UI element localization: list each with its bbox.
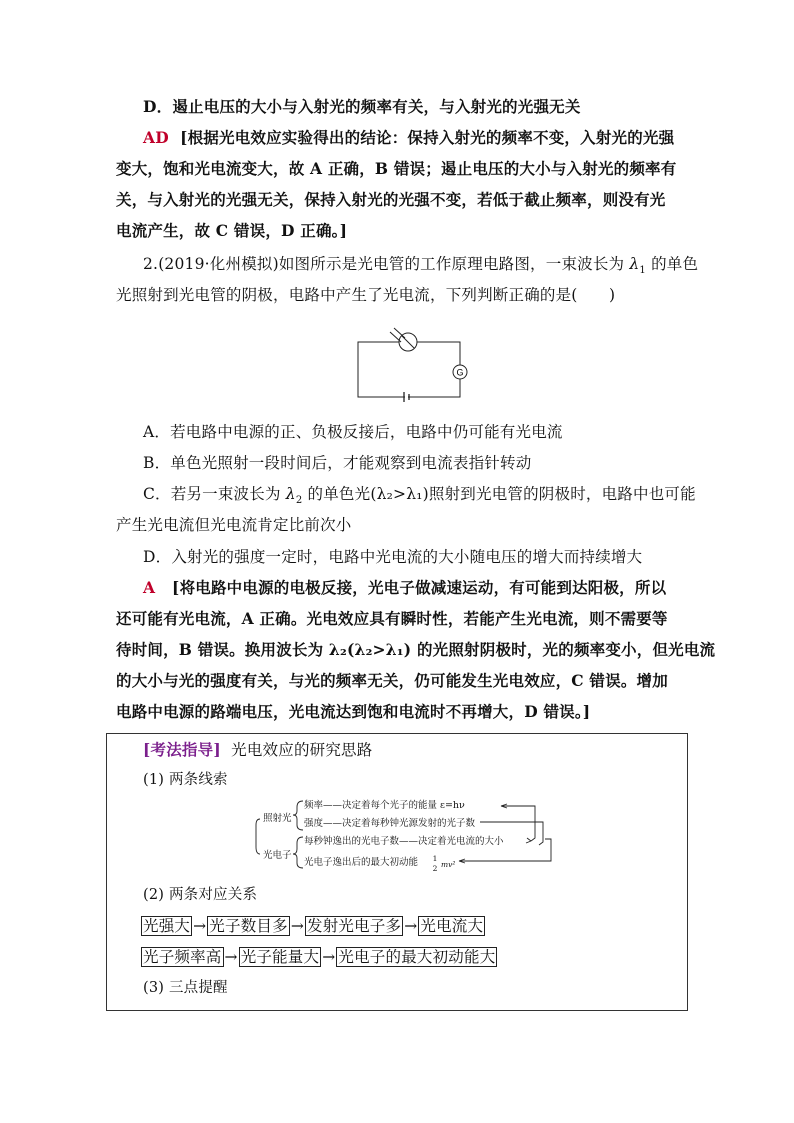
- q1-answer-label: AD: [143, 128, 169, 147]
- lambda-symbol: λ: [285, 485, 296, 503]
- fraction-denominator: 2: [432, 864, 438, 873]
- q2-option-d: D．入射光的强度一定时，电路中光电流的大小随电压的增大而持续增大: [143, 548, 643, 566]
- fraction-tail: mv²: [441, 860, 456, 869]
- chain1-item: 发射光电子多: [307, 917, 402, 935]
- q2-explanation-line5: 电路中电源的路端电压，光电流达到饱和电流时不再增大，D 错误。]: [116, 702, 591, 721]
- q2-explanation-line1: [将电路中电源的电极反接，光电子做减速运动，有可能到达阳极，所以: [172, 578, 667, 597]
- fraction-numerator: 1: [432, 854, 438, 863]
- q2-option-c-text-b: 的单色光(: [302, 485, 377, 503]
- guide-heading: [143, 740, 372, 760]
- q2-option-b: B．单色光照射一段时间后，才能观察到电流表指针转动: [143, 454, 532, 472]
- q1-explanation-line2: 变大，饱和光电流变大，故 A 正确，B 错误；遏止电压的大小与入射光的频率有: [116, 159, 677, 178]
- q1-explanation-line3: 关，与入射光的光强无关，保持入射光的光强不变，若低于截止频率，则没有光: [116, 190, 666, 209]
- phototube-circuit-diagram: [350, 322, 470, 412]
- two-clues-diagram: [255, 797, 560, 875]
- q2-option-c-line2: 产生光电流但光电流肯定比前次小: [116, 516, 352, 534]
- q2-explanation-line3: [116, 640, 715, 660]
- q2-explanation-line4: 的大小与光的强度有关，与光的频率无关，仍可能发生光电效应，C 错误。增加: [116, 671, 668, 690]
- q1-option-d: D．遏止电压的大小与入射光的频率有关，与入射光的光强无关: [143, 97, 581, 116]
- q2-explanation-line3-cond: λ₂(λ₂>λ₁): [328, 640, 412, 659]
- q2-answer-line1: [143, 578, 666, 598]
- q2-stem-text-b: 的单色: [645, 255, 699, 273]
- guide-tag: [考法指导]: [143, 740, 221, 759]
- diagram-row-electron-count: 每秒钟逸出的光电子数——决定着光电流的大小: [304, 836, 504, 847]
- guide-section-3: (3) 三点提醒: [143, 980, 228, 996]
- q2-stem-line1: [143, 254, 698, 281]
- chain2-item: 光子频率高: [143, 948, 222, 966]
- diagram-row-frequency: 频率——决定着每个光子的能量 ε=hν: [304, 800, 465, 811]
- chain1-item: 光强大: [143, 917, 191, 935]
- q1-explanation-line1: [根据光电效应实验得出的结论：保持入射光的频率不变，入射光的光强: [180, 128, 675, 147]
- lambda-subscript: 1: [639, 265, 646, 277]
- q2-option-a: A．若电路中电源的正、负极反接后，电路中仍可能有光电流: [143, 423, 563, 441]
- q2-option-c-condition: λ₂>λ₁: [376, 485, 423, 503]
- arrow-icon: →: [322, 948, 336, 966]
- diagram-arrows: [459, 804, 551, 863]
- q2-answer-label: A: [143, 578, 156, 597]
- q1-answer-line1: [143, 128, 674, 148]
- guide-title: 光电效应的研究思路: [231, 741, 373, 759]
- diagram-row-intensity: 强度——决定着每秒钟光源发射的光子数: [304, 818, 476, 829]
- diagram-label-photoelectron: 光电子: [263, 850, 292, 861]
- q2-explanation-line2: 还可能有光电流，A 正确。光电效应具有瞬时性，若能产生光电流，则不需要等: [116, 609, 668, 628]
- relation-chain-2: [141, 947, 497, 967]
- arrow-icon: →: [404, 917, 418, 935]
- q2-explanation-line3-a: 待时间，B 错误。换用波长为: [116, 640, 329, 659]
- lambda-symbol: λ: [629, 255, 640, 273]
- q2-option-c-text-c: )照射到光电管的阴极时，电路中也可能: [422, 485, 696, 503]
- relation-chain-1: [141, 916, 485, 936]
- q1-explanation-line4: 电流产生，故 C 错误，D 正确。]: [116, 221, 348, 240]
- q2-stem-text-a: 2.(2019·化州模拟)如图所示是光电管的工作原理电路图，一束波长为: [143, 255, 630, 273]
- q2-stem-line2: 光照射到光电管的阴极，电路中产生了光电流，下列判断正确的是( ): [116, 286, 616, 304]
- arrow-icon: →: [290, 917, 304, 935]
- chain2-item: 光子能量大: [240, 948, 320, 966]
- chain2-item: 光电子的最大初动能大: [338, 948, 496, 966]
- guide-section-2: (2) 两条对应关系: [143, 887, 258, 903]
- diagram-row-kinetic-energy: 光电子逸出后的最大初动能: [304, 857, 419, 868]
- lambda-subscript: 2: [295, 495, 303, 507]
- diagram-label-light: 照射光: [263, 813, 292, 824]
- arrow-icon: →: [224, 948, 238, 966]
- arrow-icon: →: [193, 917, 207, 935]
- chain1-item: 光电流大: [420, 917, 484, 935]
- q2-explanation-line3-b: 的光照射阴极时，光的频率变小，但光电流: [411, 640, 716, 659]
- chain1-item: 光子数目多: [209, 917, 288, 935]
- guide-section-1: (1) 两条线索: [143, 772, 228, 788]
- q2-option-c: [143, 484, 696, 511]
- galvanometer-label: G: [456, 367, 464, 378]
- q2-option-c-text-a: C．若另一束波长为: [143, 485, 286, 503]
